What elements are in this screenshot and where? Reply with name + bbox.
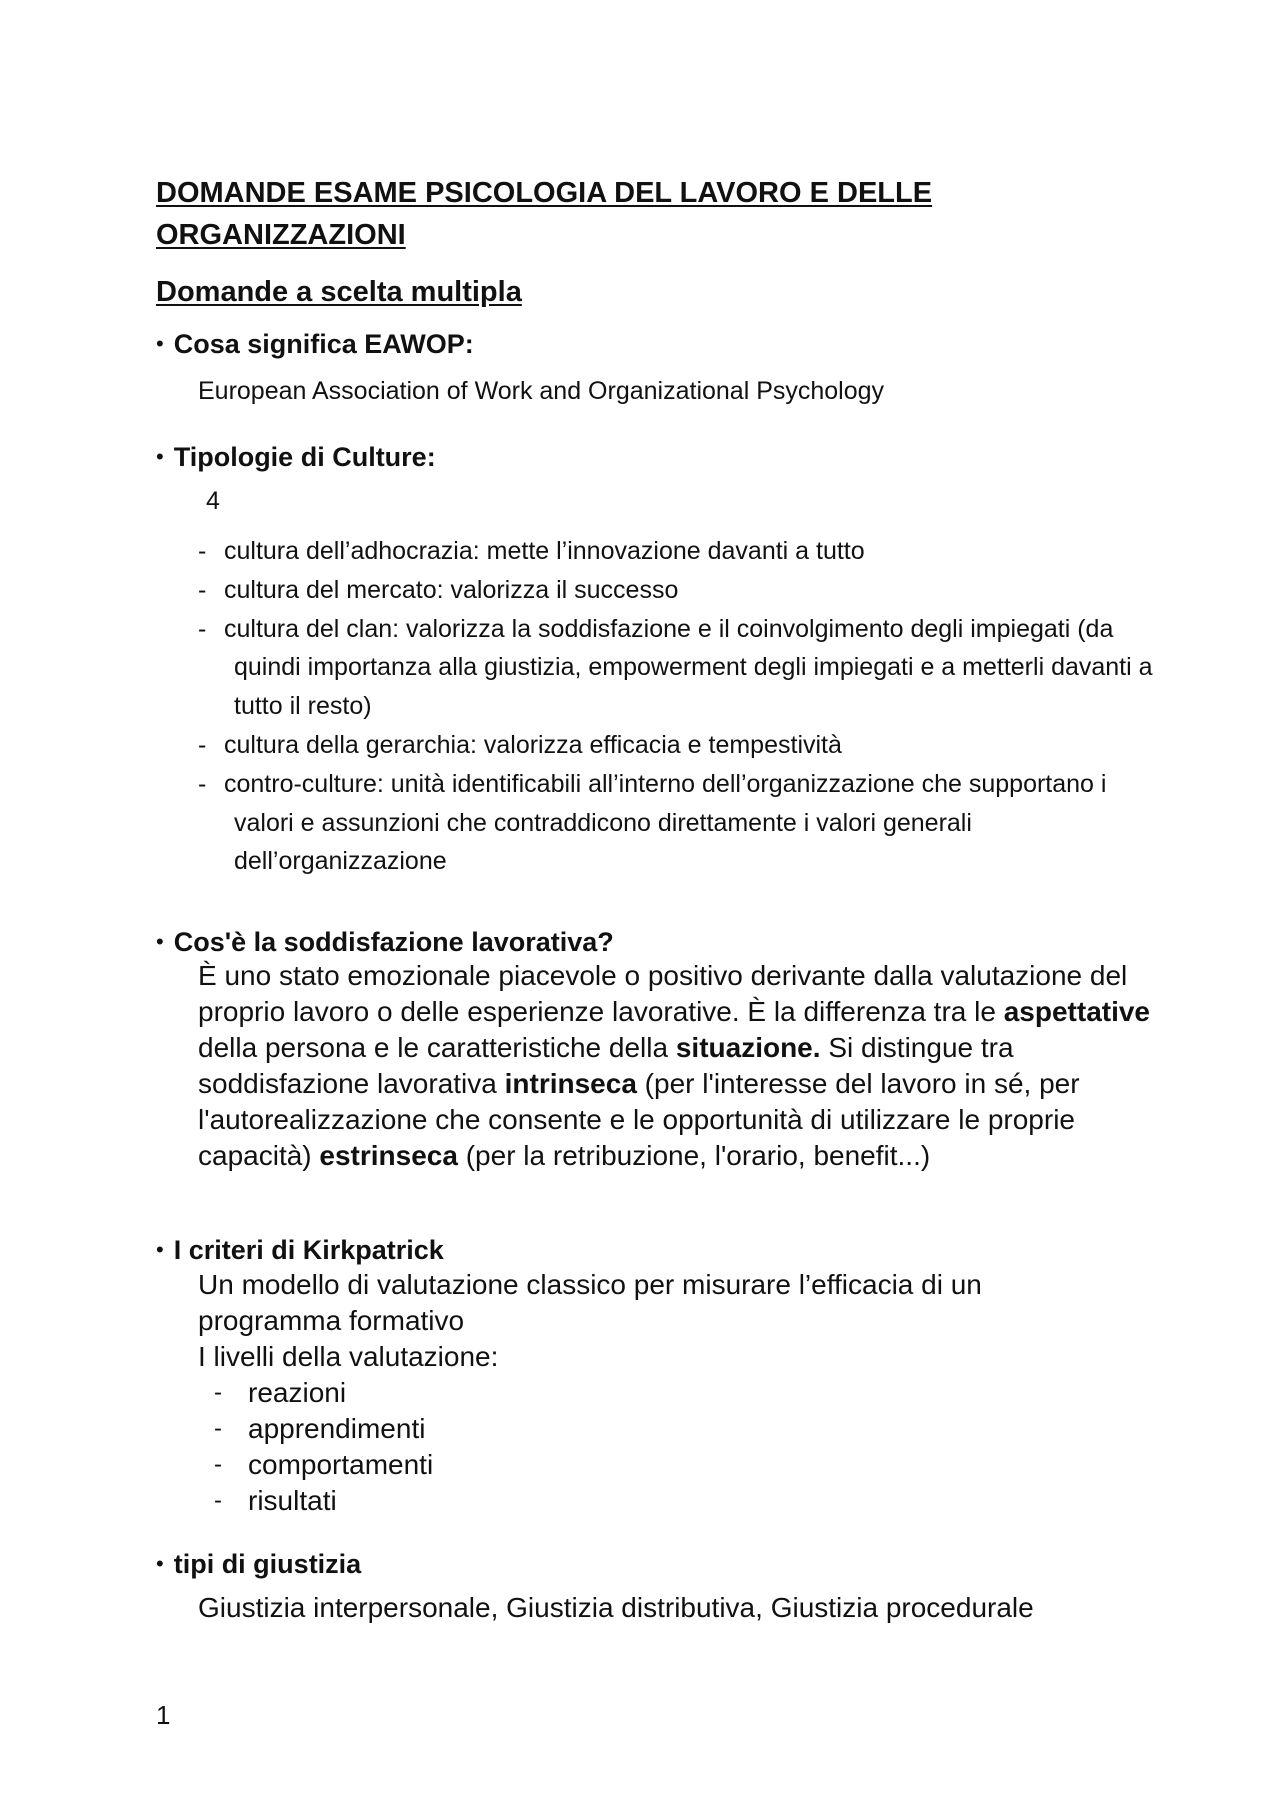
- answer-eawop: European Association of Work and Organizational Psychology: [198, 377, 885, 405]
- culture-list: [198, 532, 1154, 881]
- answer-text: (per la retribuzione, l'orario, benefit...): [457, 1140, 931, 1171]
- dash-icon: -: [198, 575, 207, 604]
- list-item-text: comportamenti: [248, 1449, 434, 1480]
- question-heading-cultures: [156, 439, 436, 477]
- question-heading-justice: [156, 1546, 361, 1584]
- list-item: [198, 726, 1154, 765]
- question-heading-eawop: [156, 326, 474, 364]
- answer-keyword: intrinseca: [504, 1068, 637, 1099]
- list-item-text: apprendimenti: [248, 1413, 426, 1444]
- answer-keyword: situazione.: [675, 1032, 821, 1063]
- list-item: [214, 1411, 433, 1447]
- list-item: [198, 571, 1154, 610]
- dash-icon: -: [198, 730, 207, 759]
- dash-icon: -: [214, 1487, 222, 1514]
- dash-icon: -: [198, 537, 207, 565]
- question-text: Cos'è la soddisfazione lavorativa?: [173, 927, 614, 957]
- bullet-icon: •: [156, 444, 164, 469]
- list-item-text: cultura del clan: valorizza la soddisfazione e il coinvolgimento degli impiegati (da quindi importanza alla giustizia, empowerment degli impiegati e a metterli davanti a tutto il resto): [224, 614, 1153, 721]
- question-heading-kirkpatrick: [156, 1232, 444, 1270]
- question-text: Tipologie di Culture:: [173, 442, 436, 472]
- answer-kirkpatrick: Un modello di valutazione classico per misurare l’efficacia di un programma formativo: [198, 1269, 982, 1336]
- list-item-text: cultura del mercato: valorizza il successo: [224, 575, 679, 604]
- list-item: [214, 1375, 433, 1411]
- dash-icon: -: [214, 1415, 222, 1442]
- dash-icon: -: [198, 769, 207, 798]
- answer-job-satisfaction: [198, 958, 1158, 1174]
- list-item-text: reazioni: [248, 1377, 347, 1408]
- question-text: Cosa significa EAWOP:: [173, 329, 474, 359]
- list-item: [198, 532, 1154, 571]
- dash-icon: -: [214, 1451, 222, 1478]
- section-title: Domande a scelta multipla: [156, 276, 522, 308]
- list-item-text: risultati: [248, 1485, 337, 1516]
- question-heading-job-satisfaction: [156, 924, 614, 962]
- page-number: 1: [156, 1700, 171, 1730]
- bullet-icon: •: [156, 1551, 164, 1576]
- culture-count: 4: [206, 487, 220, 515]
- question-text: tipi di giustizia: [173, 1549, 362, 1579]
- answer-text: della persona e le caratteristiche della: [198, 1032, 676, 1063]
- list-item: [198, 610, 1154, 726]
- list-item: [198, 765, 1154, 881]
- list-item: [214, 1447, 433, 1483]
- dash-icon: -: [214, 1379, 222, 1406]
- answer-justice: Giustizia interpersonale, Giustizia distributiva, Giustizia procedurale: [198, 1592, 1034, 1623]
- answer-keyword: aspettative: [1003, 996, 1151, 1027]
- bullet-icon: •: [156, 331, 164, 356]
- document-title: DOMANDE ESAME PSICOLOGIA DEL LAVORO E DELLE ORGANIZZAZIONI: [156, 177, 933, 251]
- list-item: [214, 1483, 433, 1519]
- answer-keyword: estrinseca: [319, 1140, 458, 1171]
- dash-icon: -: [198, 614, 207, 643]
- answer-text: Si distingue tra soddisfazione lavorativa: [198, 1032, 1014, 1099]
- question-text: I criteri di Kirkpatrick: [173, 1235, 444, 1265]
- levels-label: I livelli della valutazione:: [198, 1341, 499, 1372]
- bullet-icon: •: [156, 1237, 164, 1262]
- list-item-text: contro-culture: unità identificabili all’interno dell’organizzazione che supportano i valori e assunzioni che contraddicono direttamente i valori generali dell’organizzazione: [224, 769, 1107, 876]
- levels-list: [214, 1375, 433, 1519]
- list-item-text: cultura della gerarchia: valorizza efficacia e tempestività: [224, 730, 842, 759]
- bullet-icon: •: [156, 929, 164, 954]
- answer-text: È uno stato emozionale piacevole o positivo derivante dalla valutazione del proprio lavoro o delle esperienze lavorative. È la differenza tra le: [198, 960, 1128, 1027]
- list-item-text: cultura dell’adhocrazia: mette l’innovazione davanti a tutto: [224, 537, 865, 565]
- answer-text: (per l'interesse del lavoro in sé, per l'autorealizzazione che consente e le opportunità di utilizzare le proprie capacità): [198, 1068, 1080, 1171]
